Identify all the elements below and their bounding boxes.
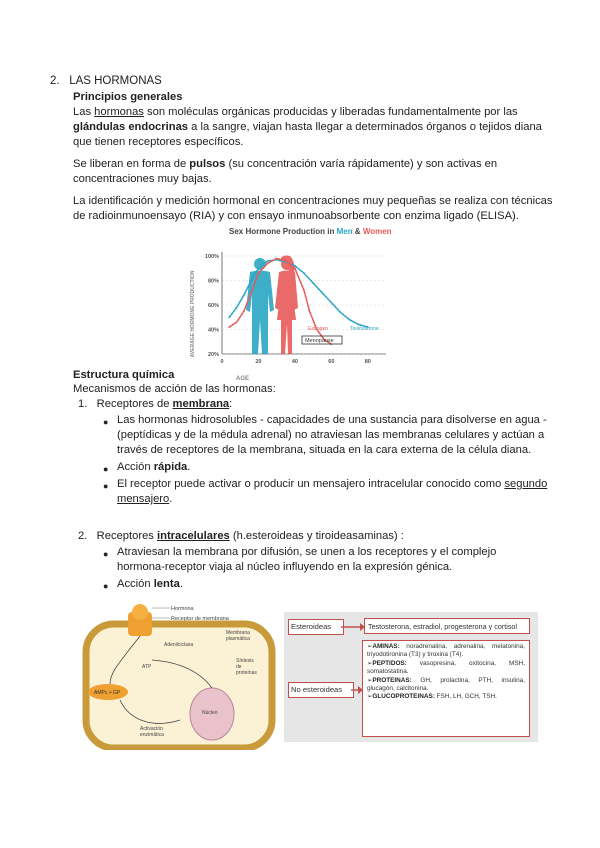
paragraph-ria-elisa [73,194,573,224]
enzimatica-label: enzimática [140,732,164,738]
principios-heading: Principios generales [73,91,183,103]
data-point-testosterone [330,302,332,304]
section-title-text: LAS HORMONAS [69,75,162,87]
list-item [117,413,557,458]
esteroideas-box: Esteroideas [288,619,344,635]
arrow-icon: ➢ [367,676,373,684]
hormone-icon [132,604,148,620]
estructura-heading: Estructura química [73,369,175,381]
mecanismos-intro: Mecanismos de acción de las hormonas: [73,383,276,395]
glucoproteinas-value: FSH, LH, GCH, TSH. [434,693,497,701]
activacion-label: Activación [140,726,163,732]
proteinas-row [367,677,525,694]
list-item [117,577,557,592]
aminas-row [367,643,525,660]
membrana-label: Membrana [226,630,250,636]
data-point-testosterone [250,280,252,282]
membrana-bold: membrana [172,398,230,410]
data-point-testosterone [228,316,230,318]
text: Receptores de [96,398,173,410]
y-tick-label: 100% [204,254,219,260]
text: : [229,398,233,410]
data-point-estrogen [303,289,305,291]
text: Se liberan en forma de [73,158,190,170]
peptidos-value: vasopresina, oxitocina, MSH, somatostatina. [367,659,525,676]
x-tick-label: 60 [328,359,335,365]
receptor-label: Receptor de membrana [171,616,229,622]
text: Las hormonas hidrosolubles - capacidades de una sustancia para disolverse en agua - [117,414,547,426]
section-number: 2. [50,75,60,87]
esteroideas-values: Testosterona, estradiol, progesterona y cortisol [364,618,530,634]
lenta-bold: lenta [153,578,180,590]
text: . [179,578,183,590]
data-point-testosterone [303,272,305,274]
no-esteroideas-values [362,640,530,737]
y-tick-label: 60% [207,303,219,309]
de-label: de [236,664,242,670]
data-point-testosterone [321,292,323,294]
y-tick-label: 40% [207,327,219,334]
item-2 [78,529,404,544]
data-point-estrogen [236,321,238,323]
chart-title: Sex Hormone Production in Men & Women [229,227,392,236]
peptidos-row [367,660,525,677]
text: a la sangre, viajan hasta llegar a determinados órganos o tejidos diana [188,121,542,133]
sex-hormone-chart [186,224,408,382]
mensajero-underline: mensajero [117,493,170,505]
plasmatica-label: plasmática [226,636,250,642]
text: hormona-receptor viaja al núcleo influyendo en la expresión génica. [117,561,453,573]
data-point-estrogen [276,258,278,260]
x-tick-label: 40 [291,359,298,365]
adenilciclasa-label: Adenilciclasa [164,642,194,648]
woman-silhouette [275,256,298,355]
hormone-classification [284,612,538,742]
text: (su concentración varía rápidamente) y son activas en [225,158,498,170]
paragraph-hormonas [73,105,553,150]
data-point-testosterone [349,319,351,321]
data-point-estrogen [309,310,311,312]
text: que tienen receptores específicos. [73,136,244,148]
text: (peptídicas y de la médula adrenal) no atraviesan las membranas celulares y actúan a [117,429,545,441]
list-item [117,477,557,507]
text: de radioinmunoensayo (RIA) y con ensayo inmunoabsorbente con enzima ligado (ELISA). [73,210,519,222]
text: Acción [117,578,154,590]
text: La identificación y medición hormonal en concentraciones muy pequeñas se realiza con técnicas [73,195,553,207]
glucoproteinas-label: GLUCOPROTEINAS: [372,693,435,701]
data-point-estrogen [285,260,287,262]
text: Las [73,106,95,118]
no-esteroideas-box: No esteroideas [288,682,354,698]
text: El receptor puede activar o producir un mensajero intracelular conocido como [117,478,505,490]
ampc-label: AMPc + GP [94,690,121,696]
data-point-testosterone [312,282,314,284]
menopause-marker [302,336,342,344]
text: través de receptores de la membrana, situada en la cara externa de la célula diana. [117,444,532,456]
menopause-label: Menopause [305,338,334,344]
data-point-testosterone [236,307,238,309]
atp-label: ATP [142,664,152,670]
paragraph-pulsos [73,157,553,187]
item-number: 2. [78,530,88,542]
cell-receptor-diagram [80,602,280,750]
data-point-estrogen [243,310,245,312]
data-point-estrogen [258,272,260,274]
arrow-icon [341,621,365,633]
y-tick-label: 20% [207,352,219,358]
data-point-estrogen [267,262,269,264]
sintesis-label: Síntesis [236,658,254,664]
list-item [117,545,557,575]
item-1 [78,397,232,412]
y-tick-label: 80% [207,278,219,285]
text: Atraviesan la membrana por difusión, se unen a los receptores y el complejo [117,546,497,558]
proteinas-value: GH, prolactina, PTH, insulina, glucagón, calcitonina. [367,676,525,693]
text: Acción [117,461,154,473]
bullet-icon: ● [103,481,109,491]
glucoproteinas-row [367,693,525,701]
data-point-testosterone [243,294,245,296]
text: Receptores [96,530,157,542]
aminas-value: noradrenalina, adrenalina, melatonina, triyodotironina (T3) y tiroxina (T4). [367,643,525,659]
text: (h.esteroideas y tiroideasaminas) : [229,530,404,542]
text: . [187,461,191,473]
hormonas-link[interactable]: hormonas [94,106,144,118]
bullet-icon: ● [103,549,109,559]
x-axis-label: AGE [236,376,250,382]
peptidos-label: PEPTIDOS: [372,659,407,667]
hormona-label: Hormona [171,606,194,612]
data-point-testosterone [294,265,296,267]
proteinas-label: PROTEINAS: [372,676,412,684]
bullet-icon: ● [103,464,109,474]
arrow-icon: ➢ [367,659,373,667]
bullet-icon: ● [103,417,109,427]
nucleo-label: Núcleo [202,710,218,716]
x-tick-label: 80 [364,359,371,365]
list-item [117,460,557,475]
data-point-testosterone [258,267,260,269]
segundo-underline: segundo [504,478,548,490]
arrow-icon: ➢ [367,643,373,650]
glandulas-bold: glándulas endocrinas [73,121,189,133]
estrogen-label: Estrogen [308,326,329,332]
data-point-estrogen [228,326,230,328]
rapida-bold: rápida [153,461,188,473]
aminas-label: AMINAS: [372,643,400,650]
intracelulares-bold: intracelulares [157,530,230,542]
text: concentraciones muy bajas. [73,173,212,185]
pulsos-bold: pulsos [189,158,226,170]
data-point-estrogen [294,267,296,269]
section-title [50,74,162,89]
testosterone-label: Testosterone [350,326,379,332]
y-axis-label: AVERAGE HORMONE PRODUCTION [190,270,196,358]
text: . [169,493,173,505]
data-point-testosterone [340,311,342,313]
x-tick-label: 0 [220,359,224,365]
data-point-estrogen [250,292,252,294]
item-number: 1. [78,398,88,410]
bullet-icon: ● [103,581,109,591]
proteinas-label: proteínas [236,670,257,676]
text: son moléculas orgánicas producidas y liberadas fundamentalmente por las [143,106,518,118]
arrow-icon: ➢ [367,693,373,701]
x-tick-label: 20 [255,359,262,365]
data-point-testosterone [267,260,269,262]
